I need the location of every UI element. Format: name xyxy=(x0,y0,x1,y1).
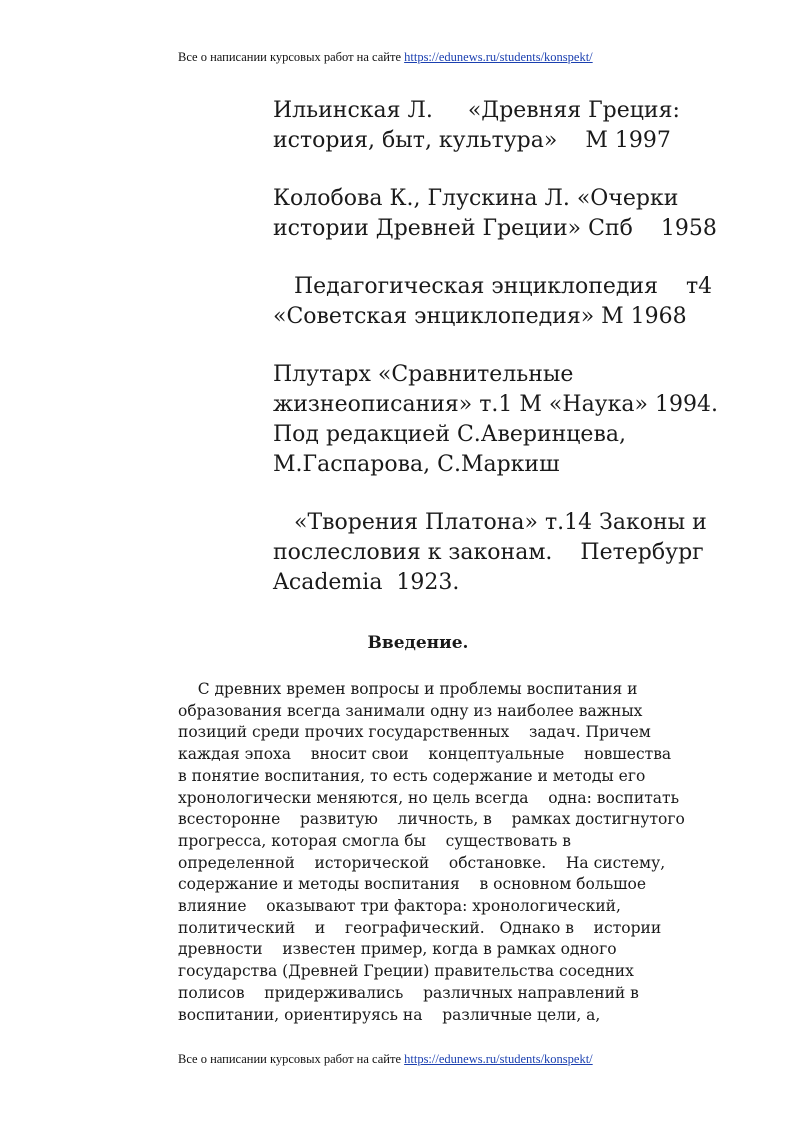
page-footer xyxy=(178,1052,738,1067)
section-title: Введение. xyxy=(367,633,469,653)
body-line: в понятие воспитания, то есть содержание и методы его xyxy=(178,766,646,785)
body-line: государства (Древней Греции) правительства соседних xyxy=(178,962,634,981)
body-line: воспитании, ориентируясь на различные цели, а, xyxy=(178,1005,601,1024)
reference-line: история, быт, культура» М 1997 xyxy=(273,128,671,153)
footer-link[interactable]: https://edunews.ru/students/konspekt/ xyxy=(404,1052,593,1066)
body-line: образования всегда занимали одну из наиболее важных xyxy=(178,701,643,720)
body-line: содержание и методы воспитания в основном большое xyxy=(178,875,647,894)
body-line: хронологически меняются, но цель всегда одна: воспитать xyxy=(178,788,680,807)
reference-line: послесловия к законам. Петербург xyxy=(273,540,704,565)
body-line: определенной исторической обстановке. На систему, xyxy=(178,853,666,872)
body-paragraph xyxy=(178,679,698,1026)
reference-entry xyxy=(273,96,743,156)
reference-entry xyxy=(273,360,743,480)
reference-line: жизнеописания» т.1 М «Наука» 1994. xyxy=(273,392,718,417)
reference-entry xyxy=(273,508,743,598)
reference-line: «Советская энциклопедия» М 1968 xyxy=(273,304,687,329)
reference-line: Под редакцией С.Аверинцева, xyxy=(273,422,626,447)
reference-line: Колобова К., Глускина Л. «Очерки xyxy=(273,186,679,211)
body-line: С древних времен вопросы и проблемы воспитания и xyxy=(178,680,638,698)
reference-line: М.Гаспарова, С.Маркиш xyxy=(273,452,560,477)
body-line: прогресса, которая смогла бы существовать в xyxy=(178,831,571,850)
body-line: каждая эпоха вносит свои концептуальные новшества xyxy=(178,745,672,764)
page-header xyxy=(178,50,738,65)
body-line: политический и географический. Однако в истории xyxy=(178,918,662,937)
body-line: позиций среди прочих государственных задач. Причем xyxy=(178,723,651,742)
reference-line: истории Древней Греции» Спб 1958 xyxy=(273,216,717,241)
reference-line: «Творения Платона» т.14 Законы и xyxy=(273,510,707,535)
reference-entry xyxy=(273,272,743,332)
header-link[interactable]: https://edunews.ru/students/konspekt/ xyxy=(404,50,593,64)
reference-line: Педагогическая энциклопедия т4 xyxy=(273,274,713,299)
body-line: влияние оказывают три фактора: хронологический, xyxy=(178,897,621,916)
references-list xyxy=(273,96,743,626)
body-line: всесторонне развитую личность, в рамках достигнутого xyxy=(178,810,685,829)
body-line: древности известен пример, когда в рамках одного xyxy=(178,940,617,959)
reference-line: Плутарх «Сравнительные xyxy=(273,362,574,387)
footer-text: Все о написании курсовых работ на сайте xyxy=(178,1052,401,1066)
body-line: полисов придерживались различных направлений в xyxy=(178,983,639,1002)
reference-line: Academia 1923. xyxy=(273,570,460,595)
reference-entry xyxy=(273,184,743,244)
reference-line: Ильинская Л. «Древняя Греция: xyxy=(273,98,680,123)
header-text: Все о написании курсовых работ на сайте xyxy=(178,50,401,64)
